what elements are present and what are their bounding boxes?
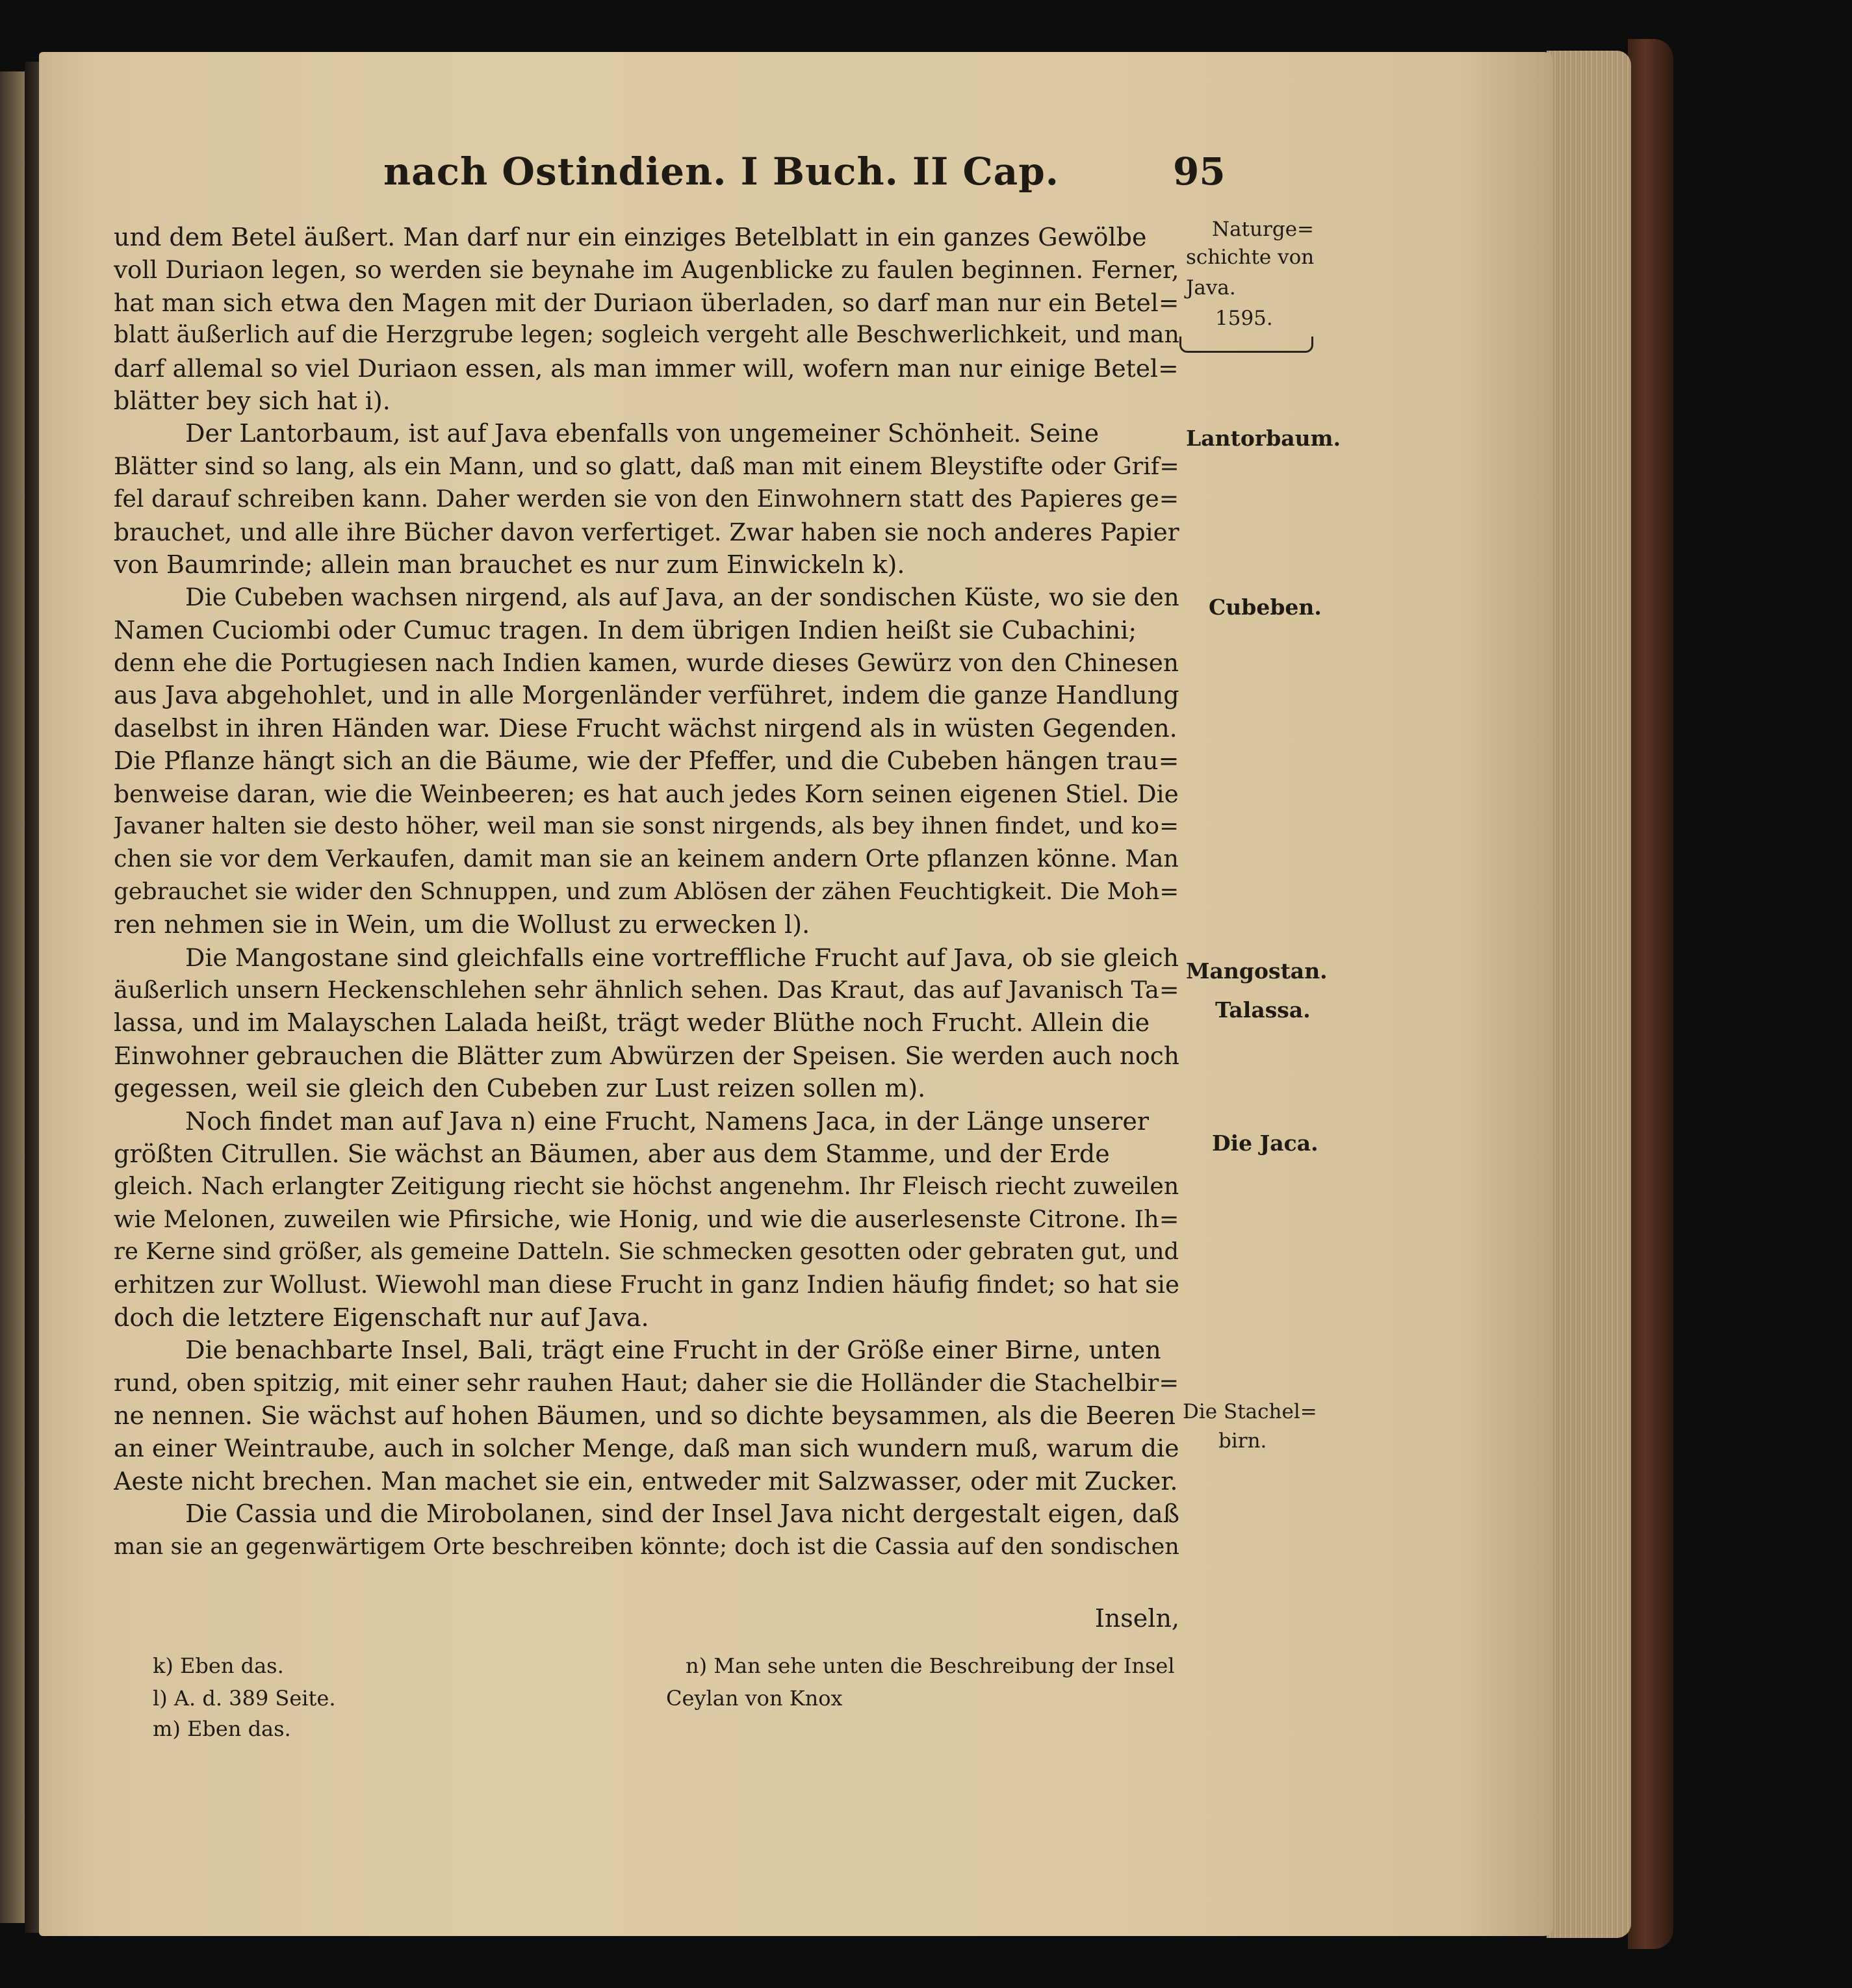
body-line: lassa, und im Malayschen Lalada heißt, trägt weder Blüthe noch Frucht. Allein die: [114, 1008, 1150, 1038]
margin-note-jaca: Die Jaca.: [1212, 1130, 1318, 1156]
body-line: an einer Weintraube, auch in solcher Menge, daß man sich wundern muß, warum die: [114, 1434, 1179, 1463]
body-line: man sie an gegenwärtigem Orte beschreiben könnte; doch ist die Cassia auf den sondischen: [114, 1533, 1179, 1560]
body-line: Die Mangostane sind gleichfalls eine vortreffliche Frucht auf Java, ob sie gleich: [185, 943, 1179, 972]
footnote-l: l) A. d. 389 Seite.: [153, 1686, 336, 1711]
footnote-n-line-1: n) Man sehe unten die Beschreibung der Insel: [686, 1653, 1175, 1678]
body-line: daselbst in ihren Händen war. Diese Frucht wächst nirgend als in wüsten Gegenden.: [114, 713, 1177, 743]
body-line: denn ehe die Portugiesen nach Indien kamen, wurde dieses Gewürz von den Chinesen: [114, 648, 1179, 678]
body-line: Der Lantorbaum, ist auf Java ebenfalls von ungemeiner Schönheit. Seine: [185, 419, 1100, 448]
body-line: fel darauf schreiben kann. Daher werden sie von den Einwohnern statt des Papieres ge=: [114, 485, 1179, 513]
body-line: von Baumrinde; allein man brauchet es nur zum Einwickeln k).: [114, 550, 905, 579]
body-line: hat man sich etwa den Magen mit der Duriaon überladen, so darf man nur ein Betel=: [114, 288, 1179, 317]
body-line: äußerlich unsern Heckenschlehen sehr ähnlich sehen. Das Kraut, das auf Javanisch Ta=: [114, 975, 1179, 1004]
margin-note-lantorbaum: Lantorbaum.: [1186, 426, 1341, 451]
body-line: rund, oben spitzig, mit einer sehr rauhen Haut; daher sie die Holländer die Stachelbir=: [114, 1368, 1179, 1397]
margin-note-talassa: Talassa.: [1215, 997, 1311, 1023]
body-line: Noch findet man auf Java n) eine Frucht, Namens Jaca, in der Länge unserer: [185, 1106, 1150, 1136]
left-page-edge: [0, 71, 26, 1923]
body-line: brauchet, und alle ihre Bücher davon verfertiget. Zwar haben sie noch anderes Papier: [114, 517, 1179, 546]
body-line: blätter bey sich hat i).: [114, 386, 391, 415]
margin-note-year: 1595.: [1215, 307, 1273, 330]
body-line: Namen Cuciombi oder Cumuc tragen. In dem übrigen Indien heißt sie Cubachini;: [114, 615, 1137, 644]
body-line: gegessen, weil sie gleich den Cubeben zur Lust reizen sollen m).: [114, 1074, 926, 1103]
page-stack-edge: [1547, 51, 1631, 1938]
margin-note-cubeben: Cubeben.: [1209, 594, 1322, 620]
body-line: und dem Betel äußert. Man darf nur ein einziges Betelblatt in ein ganzes Gewölbe: [114, 223, 1147, 251]
body-line: ren nehmen sie in Wein, um die Wollust zu erwecken l).: [114, 910, 810, 939]
margin-note-mangostan: Mangostan.: [1186, 958, 1328, 984]
body-line: Javaner halten sie desto höher, weil man sie sonst nirgends, als bey ihnen findet, und ko=: [114, 813, 1179, 840]
body-line: Die Pflanze hängt sich an die Bäume, wie der Pfeffer, und die Cubeben hängen trau=: [114, 746, 1179, 776]
body-line: Die Cassia und die Mirobolanen, sind der Insel Java nicht dergestalt eigen, daß: [185, 1499, 1179, 1529]
body-line: größten Citrullen. Sie wächst an Bäumen, aber aus dem Stamme, und der Erde: [114, 1139, 1110, 1168]
body-text: [114, 221, 1179, 1563]
body-line: doch die letztere Eigenschaft nur auf Java.: [114, 1303, 649, 1332]
footnote-m: m) Eben das.: [153, 1716, 291, 1741]
body-line: blatt äußerlich auf die Herzgrube legen; sogleich vergeht alle Beschwerlichkeit, und man: [114, 322, 1179, 349]
body-line: gebrauchet sie wider den Schnuppen, und zum Ablösen der zähen Feuchtigkeit. Die Moh=: [114, 878, 1179, 905]
body-line: Die Cubeben wachsen nirgend, als auf Java, an der sondischen Küste, wo sie den: [185, 583, 1179, 612]
margin-note-stachelbirn-2: birn.: [1218, 1429, 1267, 1453]
body-line: darf allemal so viel Duriaon essen, als man immer will, wofern man nur einige Betel=: [114, 353, 1179, 383]
body-line: aus Java abgehohlet, und in alle Morgenländer verführet, indem die ganze Handlung: [114, 681, 1179, 710]
body-line: ne nennen. Sie wächst auf hohen Bäumen, und so dichte beysammen, als die Beeren: [114, 1401, 1176, 1431]
running-head: nach Ostindien. I Buch. II Cap.: [383, 149, 1059, 194]
margin-note-naturgeschichte-1: Naturge=: [1212, 218, 1315, 241]
body-line: wie Melonen, zuweilen wie Pfirsiche, wie Honig, und wie die auserlesenste Citrone. Ih=: [114, 1204, 1179, 1233]
catchword: Inseln,: [1094, 1604, 1179, 1633]
margin-note-naturgeschichte-3: Java.: [1186, 276, 1236, 299]
margin-note-naturgeschichte-2: schichte von: [1186, 246, 1315, 269]
body-line: Blätter sind so lang, als ein Mann, und so glatt, daß man mit einem Bleystifte oder Grif=: [114, 452, 1179, 480]
body-line: voll Duriaon legen, so werden sie beynahe im Augenblicke zu faulen beginnen. Ferner,: [114, 255, 1179, 285]
body-line: Einwohner gebrauchen die Blätter zum Abwürzen der Speisen. Sie werden auch noch: [114, 1041, 1179, 1070]
margin-note-stachelbirn-1: Die Stachel=: [1183, 1400, 1317, 1423]
body-line: chen sie vor dem Verkaufen, damit man sie an keinem andern Orte pflanzen könne. Man: [114, 845, 1179, 873]
body-line: benweise daran, wie die Weinbeeren; es hat auch jedes Korn seinen eigenen Stiel. Die: [114, 779, 1179, 808]
body-line: Die benachbarte Insel, Bali, trägt eine Frucht in der Größe einer Birne, unten: [185, 1336, 1161, 1365]
body-line: gleich. Nach erlangter Zeitigung riecht sie höchst angenehm. Ihr Fleisch riecht zuweilen: [114, 1172, 1179, 1201]
page-number: 95: [1173, 149, 1226, 194]
footnote-n-line-2: Ceylan von Knox: [666, 1686, 843, 1711]
body-line: erhitzen zur Wollust. Wiewohl man diese Frucht in ganz Indien häufig findet; so hat sie: [114, 1270, 1179, 1299]
body-line: re Kerne sind größer, als gemeine Datteln. Sie schmecken gesotten oder gebraten gut, und: [114, 1238, 1179, 1266]
margin-bracket: [1179, 337, 1313, 353]
book-cover-edge: [1628, 39, 1673, 1949]
body-line: Aeste nicht brechen. Man machet sie ein, entweder mit Salzwasser, oder mit Zucker.: [114, 1466, 1178, 1496]
footnote-k: k) Eben das.: [153, 1653, 284, 1678]
